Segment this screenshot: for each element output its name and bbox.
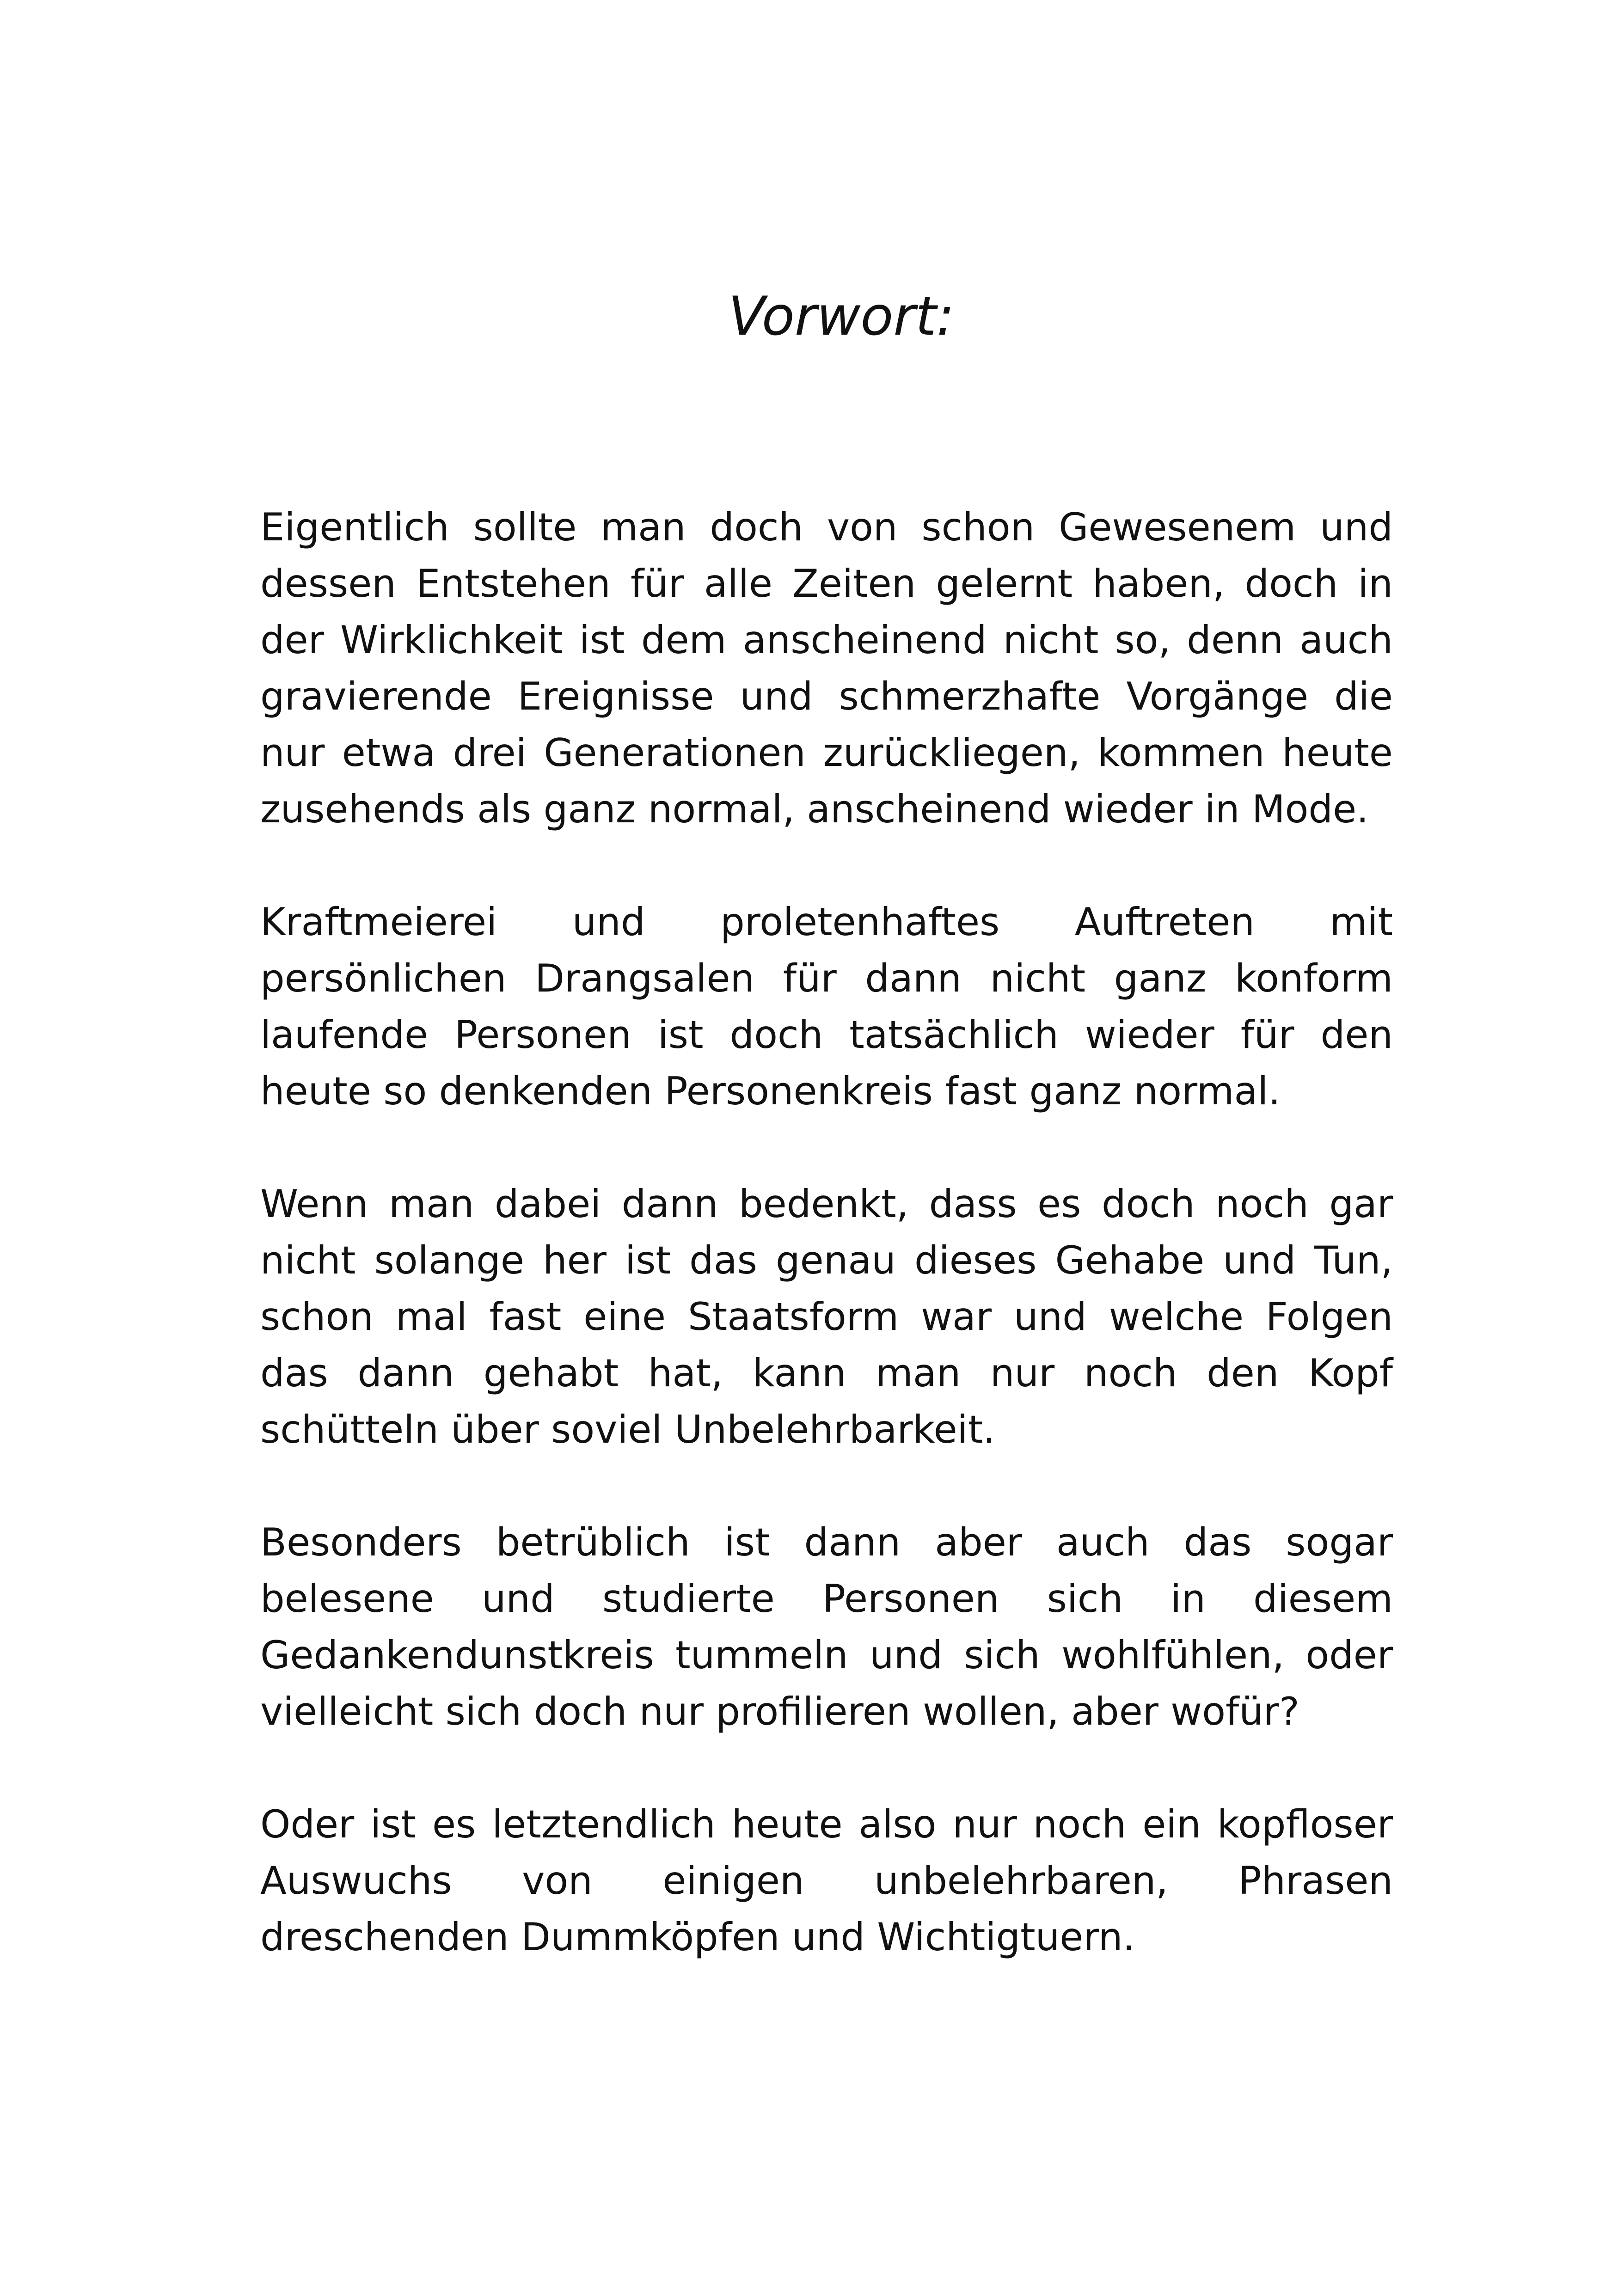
paragraph-4: Besonders betrüblich ist dann aber auch das sogar belesene und studierte Personen sich in diesem Gedankendunstkreis tummeln und sich wohlfühlen, oder vielleicht sich doch nur profilieren wollen, aber wofür?: [260, 1520, 1393, 1734]
body-text: [260, 499, 1393, 2022]
paragraph-2: Kraftmeierei und proletenhaftes Auftreten mit persönlichen Drangsalen für dann nicht ganz konform laufende Personen ist doch tatsächlich wieder für den heute so denkenden Personenkreis fast ganz normal.: [260, 900, 1393, 1114]
page-title: Vorwort:: [728, 285, 955, 348]
paragraph-3: Wenn man dabei dann bedenkt, dass es doch noch gar nicht solange her ist das genau dieses Gehabe und Tun, schon mal fast eine Staatsform war und welche Folgen das dann gehabt hat, kann man nur noch den Kopf schütteln über soviel Unbelehrbarkeit.: [260, 1182, 1393, 1452]
paragraph-5: Oder ist es letztendlich heute also nur noch ein kopfloser Auswuchs von einigen unbelehrbaren, Phrasen dreschenden Dummköpfen und Wichtigtuern.: [260, 1802, 1393, 1959]
paragraph-1: Eigentlich sollte man doch von schon Gewesenem und dessen Entstehen für alle Zeiten gelernt haben, doch in der Wirklichkeit ist dem anscheinend nicht so, denn auch gravierende Ereignisse und schmerzhafte Vorgänge die nur etwa drei Generationen zurückliegen, kommen heute zusehends als ganz normal, anscheinend wieder in Mode.: [260, 505, 1393, 832]
